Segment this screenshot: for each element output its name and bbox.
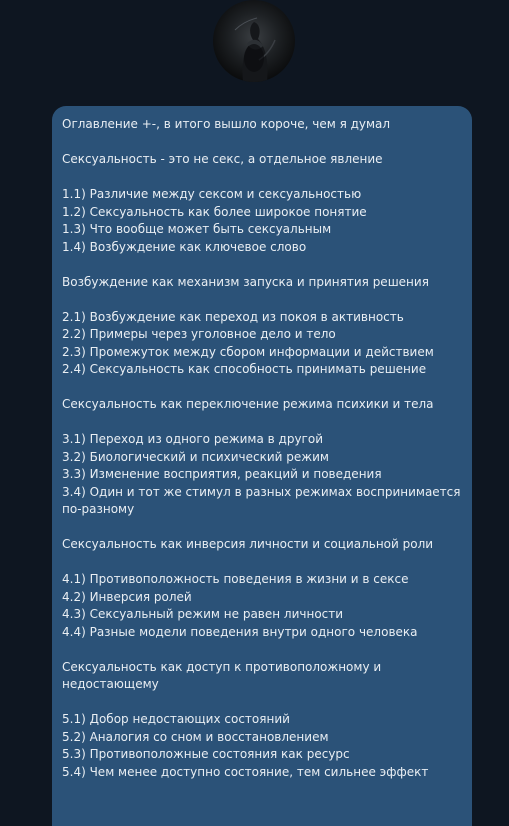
section-item: 2.3) Промежуток между сбором информации и действием — [62, 344, 434, 359]
section-item: 1.2) Сексуальность как более широкое понятие — [62, 204, 367, 219]
section-title-4: Сексуальность как инверсия личности и социальной роли — [62, 537, 434, 551]
section-item: 4.3) Сексуальный режим не равен личности — [62, 607, 344, 621]
section-item: 3.2) Биологический и психический режим — [62, 449, 329, 464]
section-item: 4.1) Противоположность поведения в жизни и в сексе — [62, 572, 409, 586]
section-item: 1.3) Что вообще может быть сексуальным — [62, 222, 332, 236]
section-title-3: Сексуальность как переключение режима психики и тела — [62, 397, 434, 411]
section-item: 2.1) Возбуждение как переход из покоя в активность — [62, 309, 404, 324]
section-item: 4.4) Разные модели поведения внутри одного человека — [62, 624, 418, 639]
section-item: 2.4) Сексуальность как способность принимать решение — [62, 362, 427, 376]
section-title-1: Сексуальность - это не секс, а отдельное явление — [62, 152, 383, 166]
message-intro: Оглавление +-, в итого вышло короче, чем я думал — [62, 117, 391, 131]
section-title-5: Сексуальность как доступ к противоположному и недостающему — [62, 659, 382, 691]
section-title-2: Возбуждение как механизм запуска и принятия решения — [62, 274, 429, 289]
section-item: 1.1) Различие между сексом и сексуальностью — [62, 187, 362, 201]
section-item: 5.4) Чем менее доступно состояние, тем сильнее эффект — [62, 764, 429, 779]
section-item: 3.4) Один и тот же стимул в разных режимах воспринимается по-разному — [62, 484, 461, 516]
section-item: 5.3) Противоположные состояния как ресурс — [62, 747, 350, 761]
section-item: 2.2) Примеры через уголовное дело и тело — [62, 327, 336, 341]
section-item: 5.1) Добор недостающих состояний — [62, 712, 290, 726]
channel-avatar[interactable] — [213, 0, 295, 82]
section-item: 5.2) Аналогия со сном и восстановлением — [62, 729, 329, 744]
section-item: 4.2) Инверсия ролей — [62, 589, 192, 604]
section-item: 3.1) Переход из одного режима в другой — [62, 432, 323, 446]
section-item: 1.4) Возбуждение как ключевое слово — [62, 239, 307, 254]
message-bubble — [52, 106, 472, 826]
section-item: 3.3) Изменение восприятия, реакций и поведения — [62, 467, 382, 481]
avatar-figure-icon — [213, 0, 295, 82]
